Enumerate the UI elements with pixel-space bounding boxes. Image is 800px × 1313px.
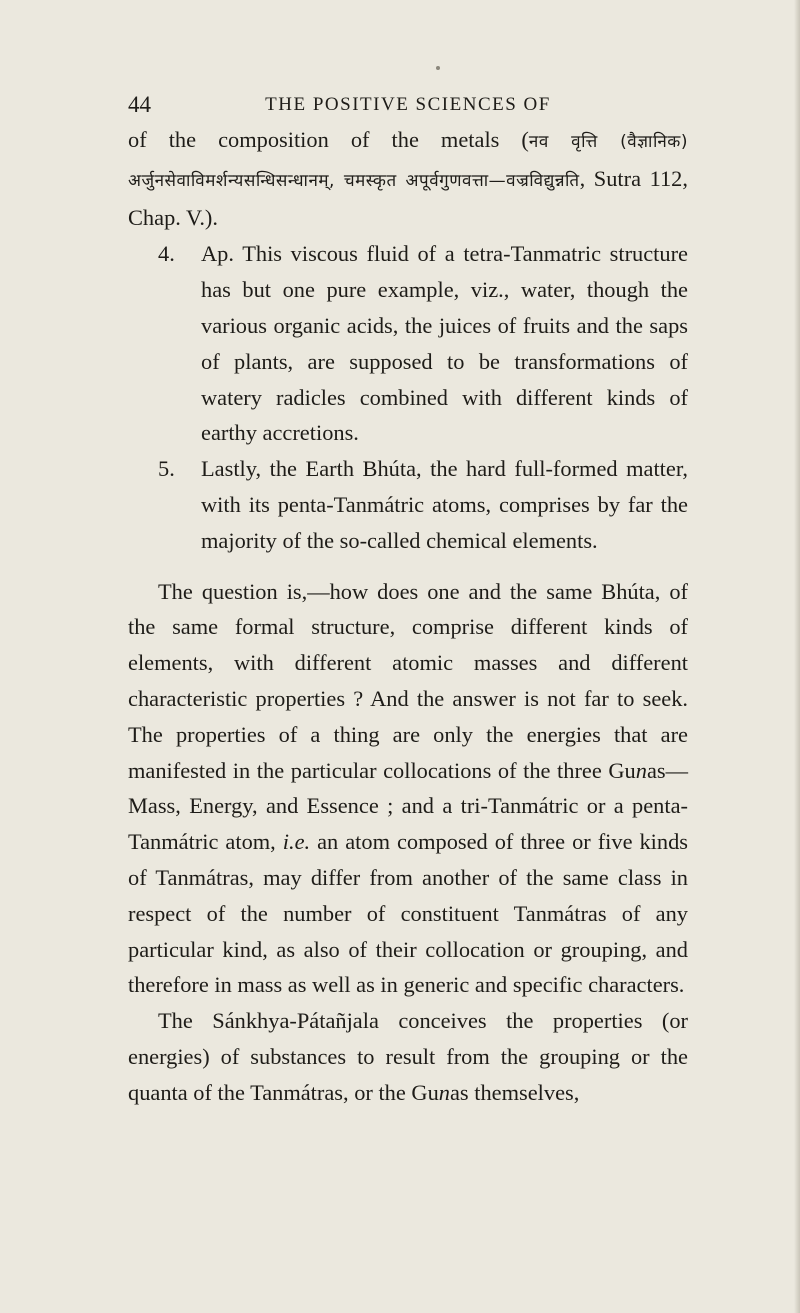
page-edge-shadow [794,0,800,1313]
running-title: THE POSITIVE SCIENCES OF [265,94,551,115]
list-number: 4. [158,241,175,267]
list-item-4 [158,236,688,451]
ink-speck [436,66,440,70]
list-item-text: Ap. This viscous fluid of a tetra-Tanmatric structure has but one pure example, viz., water, though the various organic acids, the juices of fruits and the saps of plants, are supposed to be transformations of watery radicles combined with different kinds of earthy accretions. [201,241,688,446]
page-header [128,88,688,122]
paragraph: The Sánkhya-Pátañjala conceives the properties (or energies) of substances to result from the grouping or the quanta of the Tanmátras, or the Gunas themselves, [128,1008,688,1105]
list-number: 5. [158,456,175,482]
list-item-5 [158,451,688,558]
list-item-text: Lastly, the Earth Bhúta, the hard full-formed matter, with its penta-Tanmátric atoms, comprises by far the majority of the so-called chemical elements. [201,456,688,553]
paragraph: The question is,—how does one and the same Bhúta, of the same formal structure, comprise different kinds of elements, with different atomic masses and different characteristic properties ? And the answer is not far to seek. The properties of a thing are only the energies that are manifested in the particular collocations of the three Gunas—Mass, Energy, and Essence ; and a tri-Tanmátric or a penta-Tanmátric atom, i.e. an atom composed of three or five kinds of Tanmátras, may differ from another of the same class in respect of the number of constituent Tanmátras of any particular kind, as also of their collocation or grouping, and therefore in mass as well as in generic and specific characters. [128,578,689,998]
sanskrit-quotation: नव वृत्ति (वैज्ञानिक) अर्जुनसेवाविमर्शन्यसन्धिसन्धानम्, चमस्कृत अपूर्वगुणवत्ता—वज्रविद्युन्नति [128,132,688,191]
paragraph-continuation: of the composition of the metals (नव वृत्ति (वैज्ञानिक) अर्जुनसेवाविमर्शन्यसन्धिसन्धानम्, चमस्कृत अपूर्वगुणवत्ता—वज्रविद्युन्नति, Sutra 112, Chap. V.). [128,127,688,230]
page-body [128,122,688,1111]
page-number: 44 [128,92,151,117]
